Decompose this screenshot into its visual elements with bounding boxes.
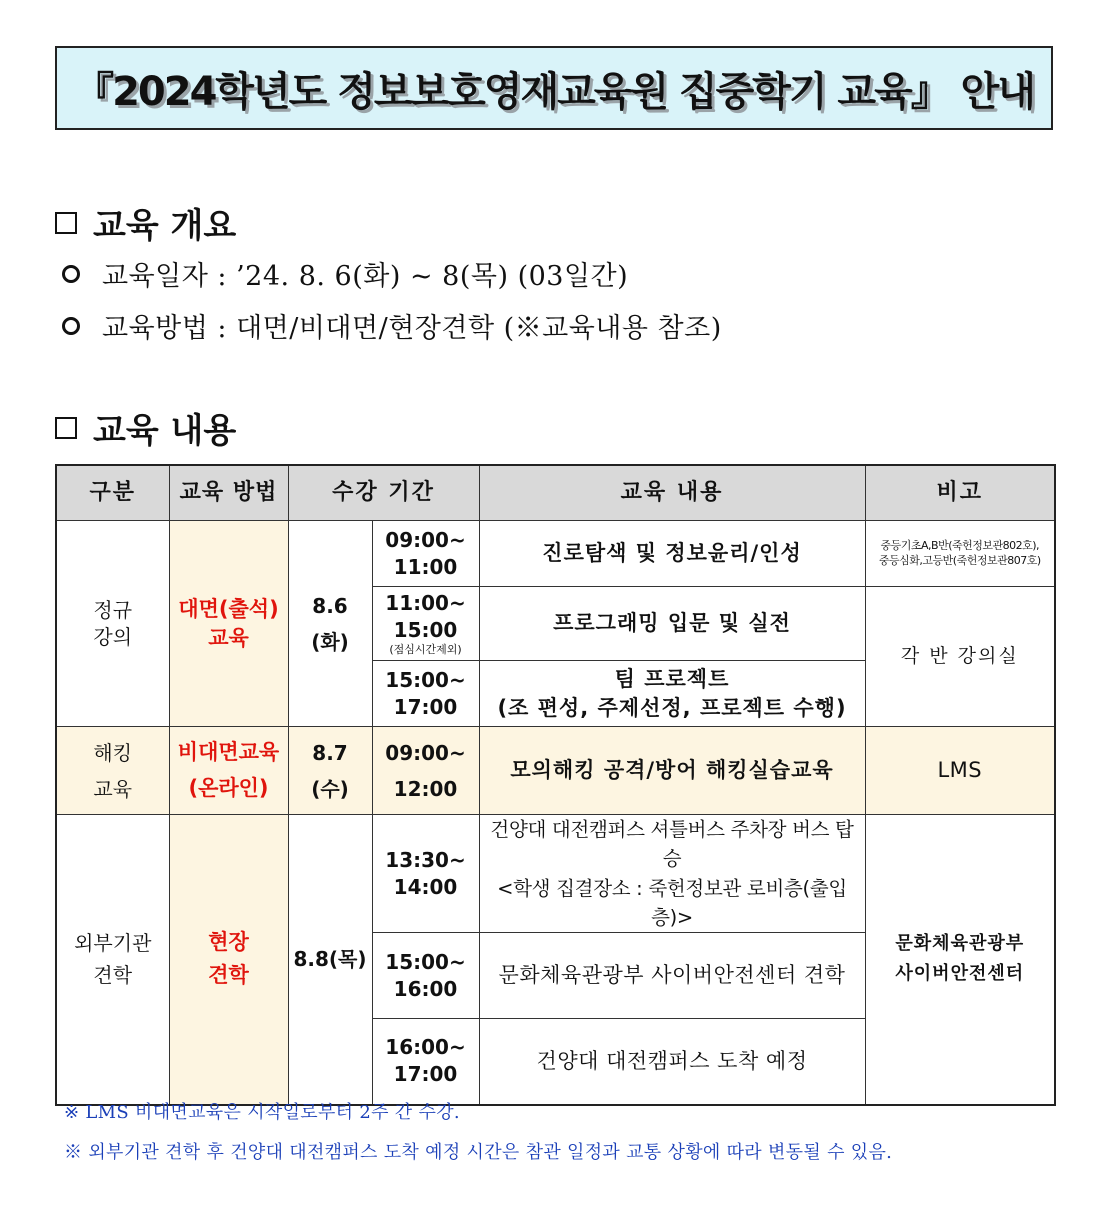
time-cell: 11:00~ 15:00 (점심시간제외) (372, 587, 479, 661)
overview-item-date (62, 254, 628, 293)
remark-classroom: 중등기초A,B반(죽헌정보관802호), 중등심화,고등반(죽헌정보관807호) (865, 521, 1055, 587)
table-row (56, 727, 1055, 815)
overview-item-method (62, 306, 722, 345)
content-cell: 건양대 대전캠퍼스 도착 예정 (479, 1019, 865, 1105)
time-cell: 09:00~ 11:00 (372, 521, 479, 587)
time-cell: 15:00~ 16:00 (372, 933, 479, 1019)
remark-cyber-center: 문화체육관광부 사이버안전센터 (865, 815, 1055, 1105)
header-category: 구분 (56, 465, 169, 521)
date-regular: 8.6 (화) (288, 521, 372, 727)
square-icon (55, 212, 77, 234)
content-cell: 모의해킹 공격/방어 해킹실습교육 (479, 727, 865, 815)
content-cell: 프로그래밍 입문 및 실전 (479, 587, 865, 661)
overview-heading-text: 교육 개요 (93, 206, 237, 246)
category-regular: 정규 강의 (56, 521, 169, 727)
date-hacking: 8.7 (수) (288, 727, 372, 815)
header-remarks: 비고 (865, 465, 1055, 521)
content-heading-text: 교육 내용 (93, 411, 237, 451)
table-row (56, 521, 1055, 587)
table-header-row (56, 465, 1055, 521)
content-cell: 건양대 대전캠퍼스 셔틀버스 주차장 버스 탑승 <학생 집결장소 : 죽헌정보관 로비층(출입층)> (479, 815, 865, 933)
overview-heading (55, 198, 236, 247)
remark-each-class: 각 반 강의실 (865, 587, 1055, 727)
note-lms: ※ LMS 비대면교육은 시작일로부터 2주 간 수강. (64, 1102, 460, 1123)
content-cell: 진로탐색 및 정보윤리/인성 (479, 521, 865, 587)
time-cell: 13:30~ 14:00 (372, 815, 479, 933)
title-banner (55, 46, 1053, 130)
content-heading (55, 403, 236, 452)
header-method: 교육 방법 (169, 465, 288, 521)
circle-bullet-icon (62, 265, 80, 283)
lunch-note: (점심시간제외) (389, 643, 462, 657)
note-visit: ※ 외부기관 견학 후 건양대 대전캠퍼스 도착 예정 시간은 참관 일정과 교통 상황에 따라 변동될 수 있음. (64, 1142, 893, 1163)
time-cell: 09:00~ 12:00 (372, 727, 479, 815)
date-visit: 8.8(목) (288, 815, 372, 1105)
header-period: 수강 기간 (288, 465, 479, 521)
page-title: 『2024학년도 정보보호영재교육원 집중학기 교육』 안내 (74, 68, 1034, 115)
schedule-table (55, 464, 1056, 1106)
content-cell: 문화체육관광부 사이버안전센터 견학 (479, 933, 865, 1019)
content-cell: 팀 프로젝트 (조 편성, 주제선정, 프로젝트 수행) (479, 661, 865, 727)
table-row (56, 815, 1055, 933)
time-cell: 16:00~ 17:00 (372, 1019, 479, 1105)
circle-bullet-icon (62, 317, 80, 335)
category-visit: 외부기관 견학 (56, 815, 169, 1105)
method-hacking: 비대면교육 (온라인) (169, 727, 288, 815)
header-content: 교육 내용 (479, 465, 865, 521)
method-visit: 현장 견학 (169, 815, 288, 1105)
overview-item-text: 교육방법 : 대면/비대면/현장견학 (※교육내용 참조) (102, 313, 722, 344)
category-hacking: 해킹 교육 (56, 727, 169, 815)
method-regular: 대면(출석) 교육 (169, 521, 288, 727)
overview-item-text: 교육일자 : ’24. 8. 6(화) ~ 8(목) (03일간) (102, 261, 629, 292)
square-icon (55, 417, 77, 439)
time-cell: 15:00~ 17:00 (372, 661, 479, 727)
remark-lms: LMS (865, 727, 1055, 815)
